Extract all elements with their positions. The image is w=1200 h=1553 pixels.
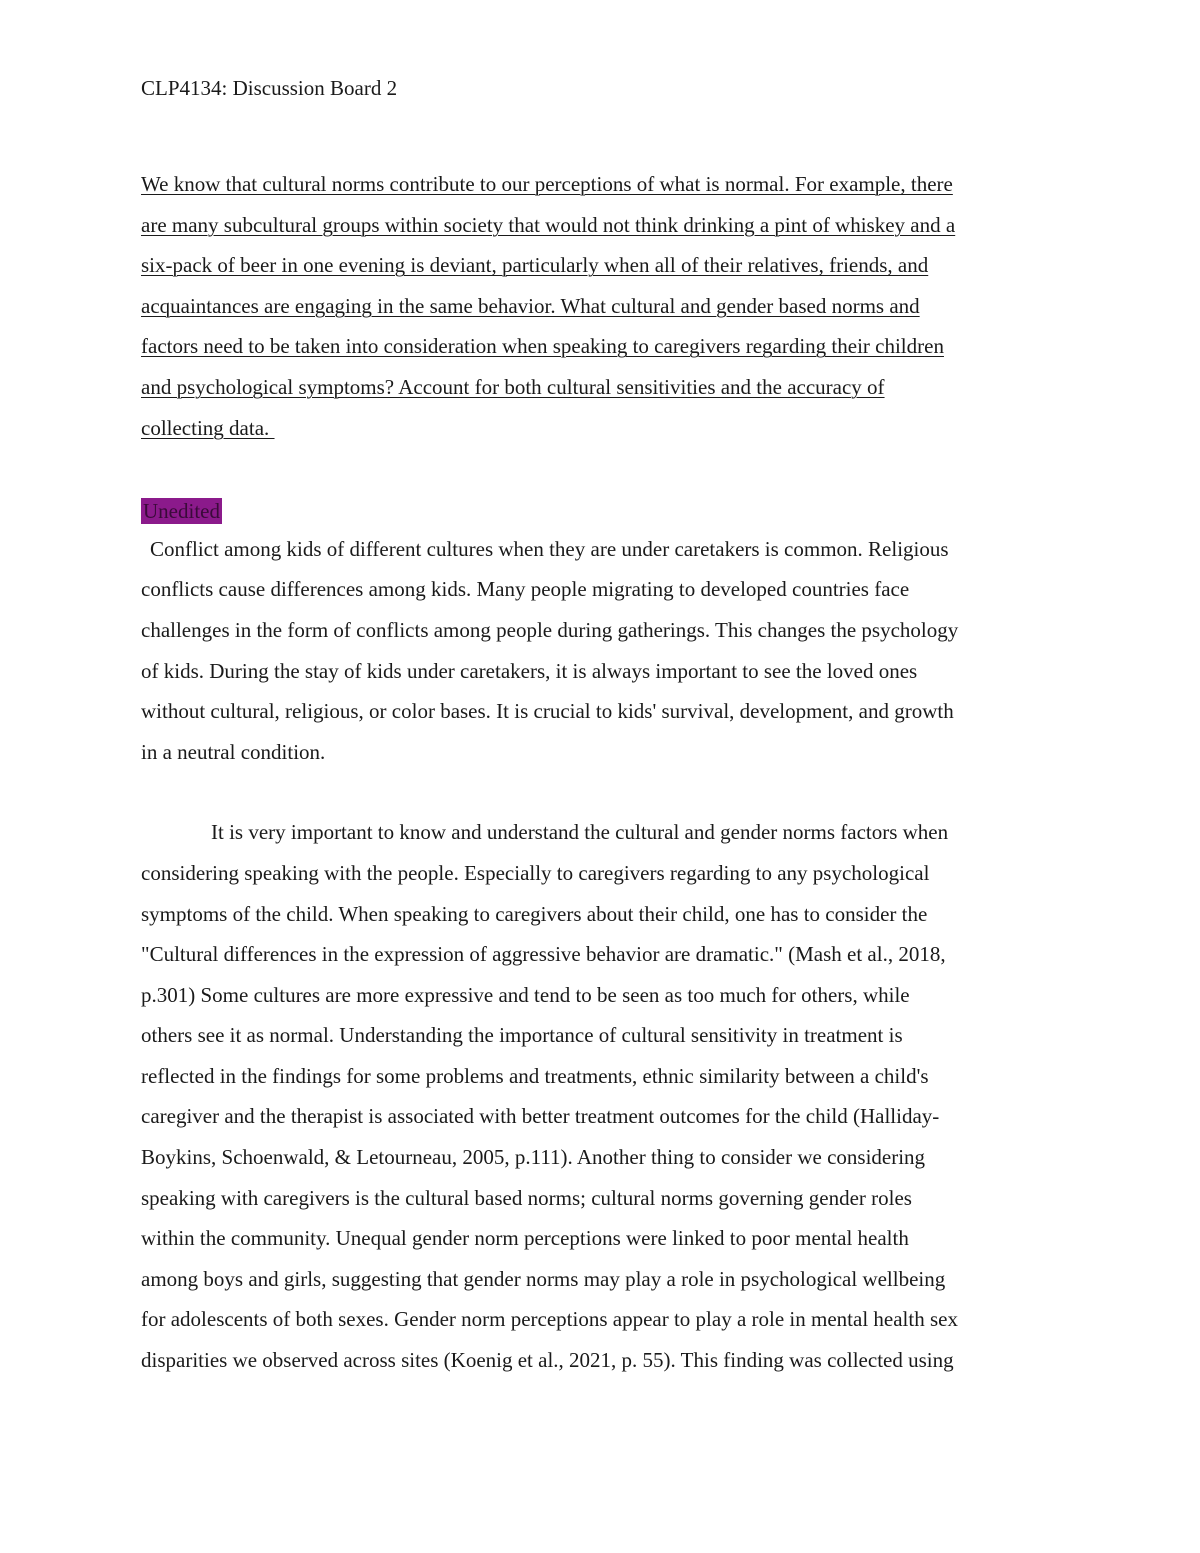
paragraph-main: [141, 812, 1061, 1380]
paragraph-line: disparities we observed across sites (Koenig et al., 2021, p. 55). This finding was collected using: [141, 1348, 954, 1373]
paragraph-unedited: [141, 529, 1061, 773]
prompt-line: collecting data.: [141, 415, 275, 440]
paragraph-line: conflicts cause differences among kids. Many people migrating to developed countries face: [141, 577, 910, 602]
paragraph-line: considering speaking with the people. Especially to caregivers regarding to any psychological: [141, 860, 930, 885]
paragraph-line: speaking with caregivers is the cultural based norms; cultural norms governing gender roles: [141, 1185, 912, 1210]
paragraph-line: reflected in the findings for some problems and treatments, ethnic similarity between a child's: [141, 1063, 929, 1088]
paragraph-line: others see it as normal. Understanding the importance of cultural sensitivity in treatment is: [141, 1023, 903, 1048]
paragraph-line: for adolescents of both sexes. Gender norm perceptions appear to play a role in mental health sex: [141, 1307, 958, 1332]
discussion-prompt: [141, 164, 1061, 448]
spacer: [141, 772, 1061, 812]
spacer: [141, 108, 1061, 164]
paragraph-line: of kids. During the stay of kids under caretakers, it is always important to see the loved ones: [141, 658, 918, 683]
prompt-line: six-pack of beer in one evening is deviant, particularly when all of their relatives, friends, and: [141, 253, 929, 278]
prompt-line: and psychological symptoms? Account for both cultural sensitivities and the accuracy of: [141, 374, 885, 399]
paragraph-line: "Cultural differences in the expression of aggressive behavior are dramatic." (Mash et al., 2018,: [141, 942, 946, 967]
spacer: [141, 448, 1061, 488]
paragraph-line: caregiver and the therapist is associated with better treatment outcomes for the child (Halliday-: [141, 1104, 940, 1129]
prompt-line: factors need to be taken into consideration when speaking to caregivers regarding their children: [141, 334, 944, 359]
prompt-line: are many subcultural groups within society that would not think drinking a pint of whiskey and a: [141, 212, 956, 237]
paragraph-line: Conflict among kids of different cultures when they are under caretakers is common. Religious: [150, 536, 949, 561]
paragraph-line: without cultural, religious, or color bases. It is crucial to kids' survival, development, and growth: [141, 699, 954, 724]
paragraph-line: within the community. Unequal gender norm perceptions were linked to poor mental health: [141, 1226, 909, 1251]
paragraph-line: among boys and girls, suggesting that gender norms may play a role in psychological wellbeing: [141, 1266, 946, 1291]
paragraph-line: It is very important to know and understand the cultural and gender norms factors when: [211, 820, 949, 845]
paragraph-line: in a neutral condition.: [141, 739, 326, 764]
document-header: CLP4134: Discussion Board 2: [141, 76, 398, 100]
prompt-line: acquaintances are engaging in the same behavior. What cultural and gender based norms and: [141, 293, 920, 318]
document-body: [141, 68, 1061, 1381]
unedited-highlight-label: Unedited: [143, 498, 220, 523]
prompt-line: We know that cultural norms contribute to our perceptions of what is normal. For example, there: [141, 172, 953, 196]
paragraph-line: symptoms of the child. When speaking to caregivers about their child, one has to consider the: [141, 901, 928, 926]
section-label-line: [141, 488, 1061, 529]
paragraph-line: Boykins, Schoenwald, & Letourneau, 2005, p.111). Another thing to consider we considering: [141, 1145, 926, 1170]
paragraph-line: p.301) Some cultures are more expressive and tend to be seen as too much for others, while: [141, 982, 910, 1007]
paragraph-line: challenges in the form of conflicts among people during gatherings. This changes the psychology: [141, 617, 959, 642]
